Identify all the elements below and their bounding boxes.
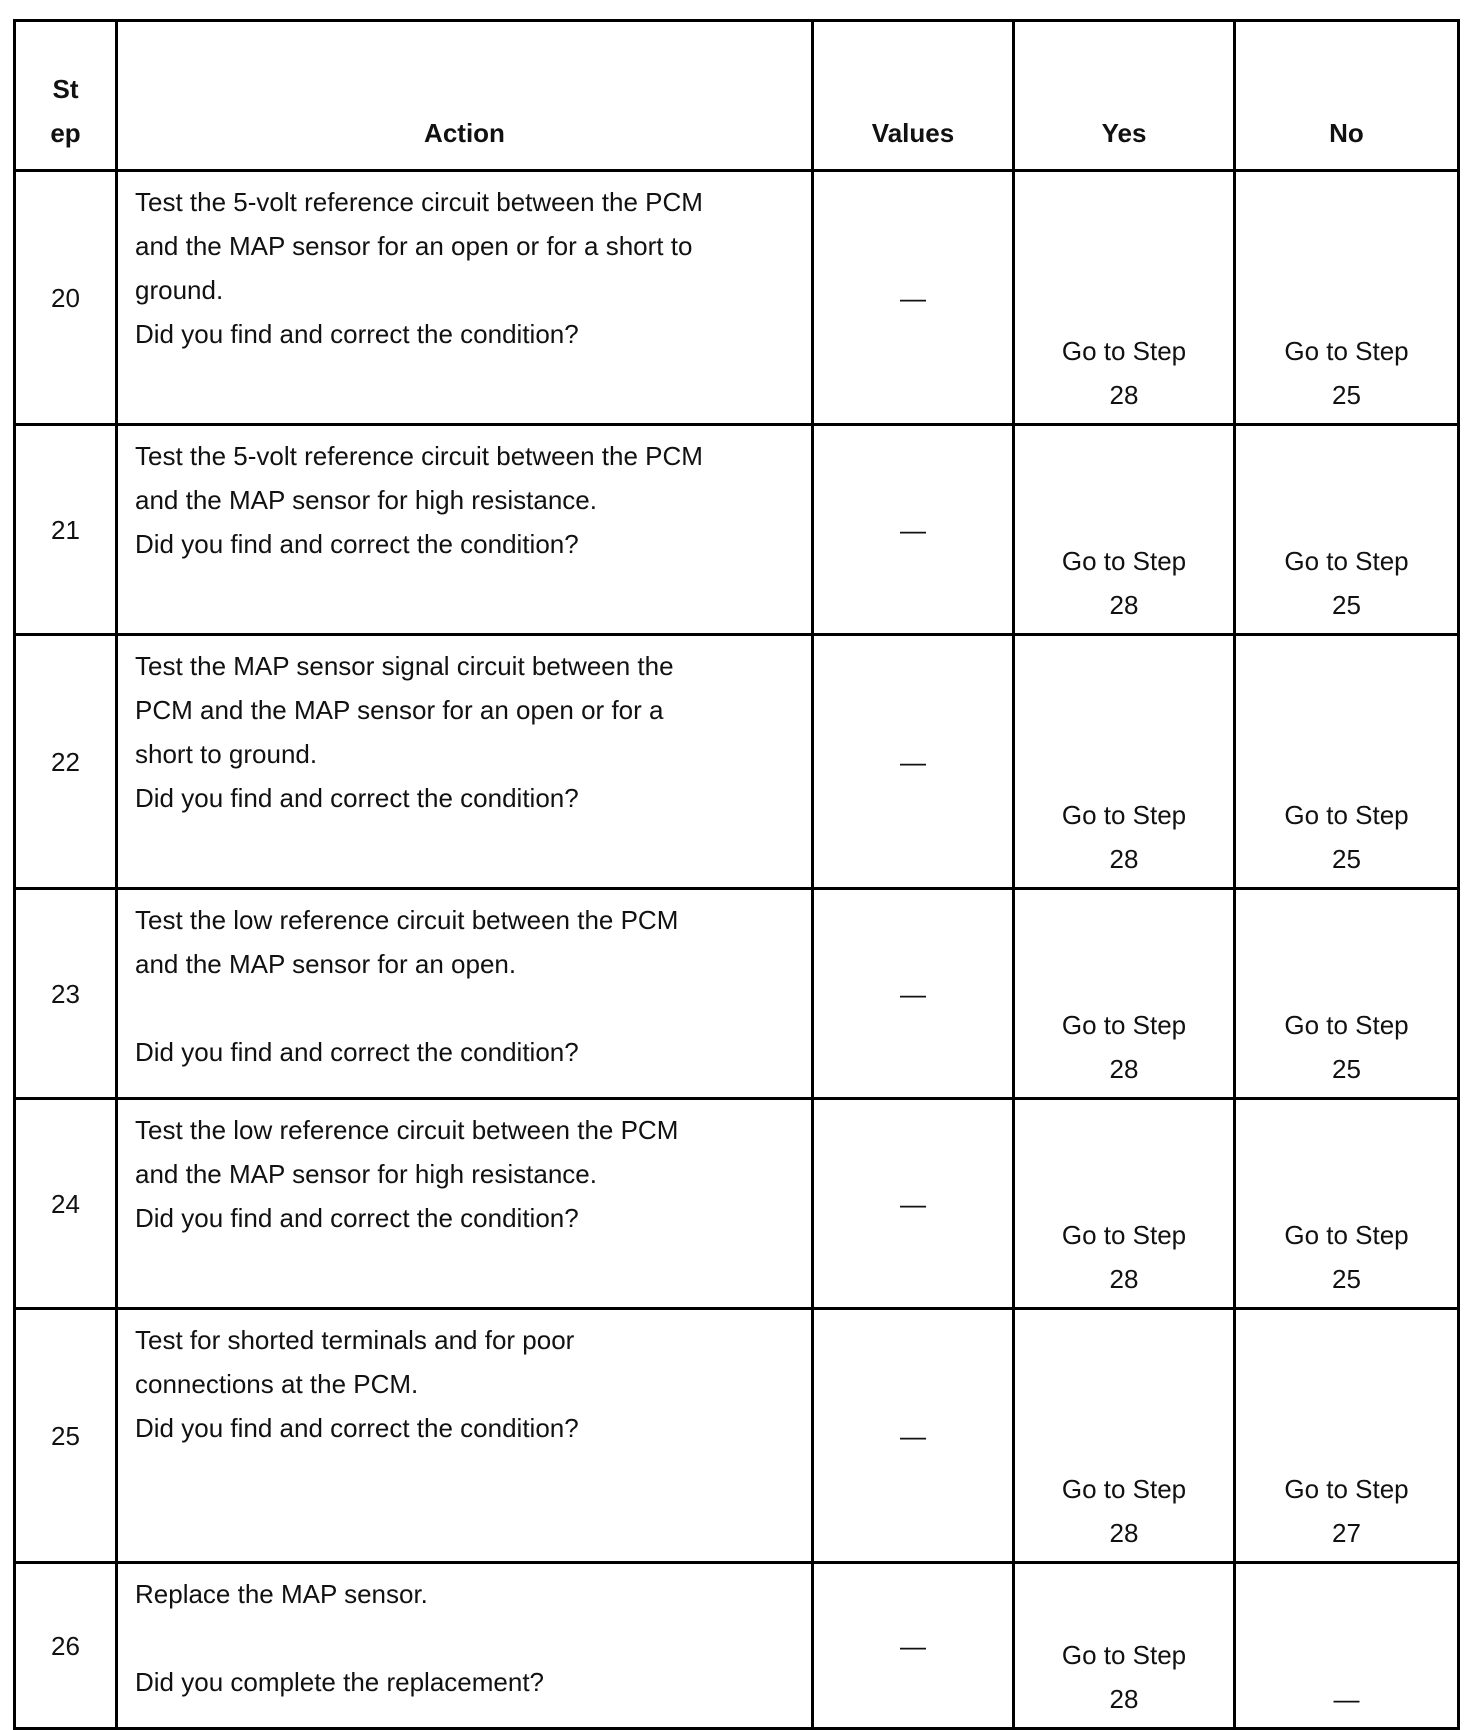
action-line: Did you find and correct the condition? [135, 783, 579, 813]
action-line: Did you find and correct the condition? [135, 319, 579, 349]
header-row [15, 21, 1459, 171]
yes-line: Go to Step [1061, 546, 1187, 576]
action-line: Did you find and correct the condition? [135, 1203, 579, 1233]
step-number: 22 [15, 635, 117, 889]
yes-cell [1014, 425, 1235, 635]
no-cell [1235, 1563, 1459, 1729]
no-line: Go to Step [1284, 546, 1409, 576]
yes-line: 28 [1109, 1684, 1139, 1714]
no-line: 25 [1332, 380, 1361, 410]
no-line: 27 [1332, 1518, 1361, 1548]
table-row [15, 425, 1459, 635]
diagnostic-table [13, 19, 1460, 1730]
action-line: Did you find and correct the condition? [135, 529, 579, 559]
no-line: Go to Step [1284, 1474, 1409, 1504]
action-line: short to ground. [135, 739, 318, 769]
action-line: and the MAP sensor for an open. [135, 949, 517, 979]
values-header: Values [813, 21, 1014, 171]
step-header [15, 21, 117, 171]
yes-line: 28 [1109, 1518, 1139, 1548]
no-header: No [1235, 21, 1459, 171]
no-line: 25 [1332, 1054, 1361, 1084]
action-cell [117, 1099, 813, 1309]
values-cell: — [813, 1309, 1014, 1563]
no-line: 25 [1332, 844, 1361, 874]
no-cell [1235, 1099, 1459, 1309]
values-cell: — [813, 635, 1014, 889]
step-header-line-1: St [52, 74, 79, 104]
step-number: 24 [15, 1099, 117, 1309]
step-number: 26 [15, 1563, 117, 1729]
table-row [15, 1309, 1459, 1563]
action-cell [117, 1563, 813, 1729]
values-cell: — [813, 1099, 1014, 1309]
yes-line: Go to Step [1061, 336, 1187, 366]
values-cell: — [813, 425, 1014, 635]
yes-line: Go to Step [1061, 1640, 1187, 1670]
values-cell: — [813, 171, 1014, 425]
action-line: Did you complete the replacement? [135, 1667, 545, 1697]
action-cell [117, 635, 813, 889]
no-line: Go to Step [1284, 336, 1409, 366]
table-row [15, 635, 1459, 889]
yes-cell [1014, 171, 1235, 425]
step-number: 23 [15, 889, 117, 1099]
step-number: 20 [15, 171, 117, 425]
action-line: PCM and the MAP sensor for an open or for a [135, 695, 664, 725]
action-line: and the MAP sensor for high resistance. [135, 1159, 597, 1189]
action-line [135, 1616, 797, 1660]
action-cell [117, 171, 813, 425]
no-line: Go to Step [1284, 800, 1409, 830]
no-line: 25 [1332, 590, 1361, 620]
yes-line: Go to Step [1061, 1010, 1187, 1040]
yes-line: 28 [1109, 1054, 1139, 1084]
action-line: Did you find and correct the condition? [135, 1037, 579, 1067]
action-cell [117, 889, 813, 1099]
no-line: 25 [1332, 1264, 1361, 1294]
no-line: Go to Step [1284, 1220, 1409, 1250]
step-number: 21 [15, 425, 117, 635]
yes-cell [1014, 1563, 1235, 1729]
action-line [135, 986, 797, 1030]
action-line: and the MAP sensor for high resistance. [135, 485, 597, 515]
action-cell [117, 1309, 813, 1563]
no-cell [1235, 635, 1459, 889]
action-line: Test the 5-volt reference circuit between the PCM [135, 187, 703, 217]
yes-line: 28 [1109, 590, 1139, 620]
yes-line: 28 [1109, 844, 1139, 874]
action-line: connections at the PCM. [135, 1369, 419, 1399]
values-cell: — [813, 1563, 1014, 1729]
yes-line: Go to Step [1061, 1220, 1187, 1250]
yes-line: 28 [1109, 380, 1139, 410]
table-row [15, 1099, 1459, 1309]
yes-line: Go to Step [1061, 1474, 1187, 1504]
action-line: and the MAP sensor for an open or for a short to [135, 231, 693, 261]
no-cell [1235, 171, 1459, 425]
yes-line: Go to Step [1061, 800, 1187, 830]
yes-cell [1014, 1309, 1235, 1563]
yes-cell [1014, 889, 1235, 1099]
action-line: Test the low reference circuit between the PCM [135, 905, 679, 935]
table-row [15, 1563, 1459, 1729]
table-row [15, 889, 1459, 1099]
no-line: — [1333, 1684, 1360, 1714]
action-line: Test the low reference circuit between the PCM [135, 1115, 679, 1145]
no-cell [1235, 1309, 1459, 1563]
action-line: Test the 5-volt reference circuit between the PCM [135, 441, 703, 471]
action-line: Did you find and correct the condition? [135, 1413, 579, 1443]
no-cell [1235, 889, 1459, 1099]
action-line: Test the MAP sensor signal circuit between the [135, 651, 674, 681]
yes-cell [1014, 635, 1235, 889]
action-header: Action [117, 21, 813, 171]
values-cell: — [813, 889, 1014, 1099]
action-line: Test for shorted terminals and for poor [135, 1325, 575, 1355]
action-line: Replace the MAP sensor. [135, 1579, 428, 1609]
yes-cell [1014, 1099, 1235, 1309]
no-line: Go to Step [1284, 1010, 1409, 1040]
table-row [15, 171, 1459, 425]
no-cell [1235, 425, 1459, 635]
action-cell [117, 425, 813, 635]
step-header-line-2: ep [50, 118, 81, 148]
yes-header: Yes [1014, 21, 1235, 171]
yes-line: 28 [1109, 1264, 1139, 1294]
step-number: 25 [15, 1309, 117, 1563]
action-line: ground. [135, 275, 224, 305]
